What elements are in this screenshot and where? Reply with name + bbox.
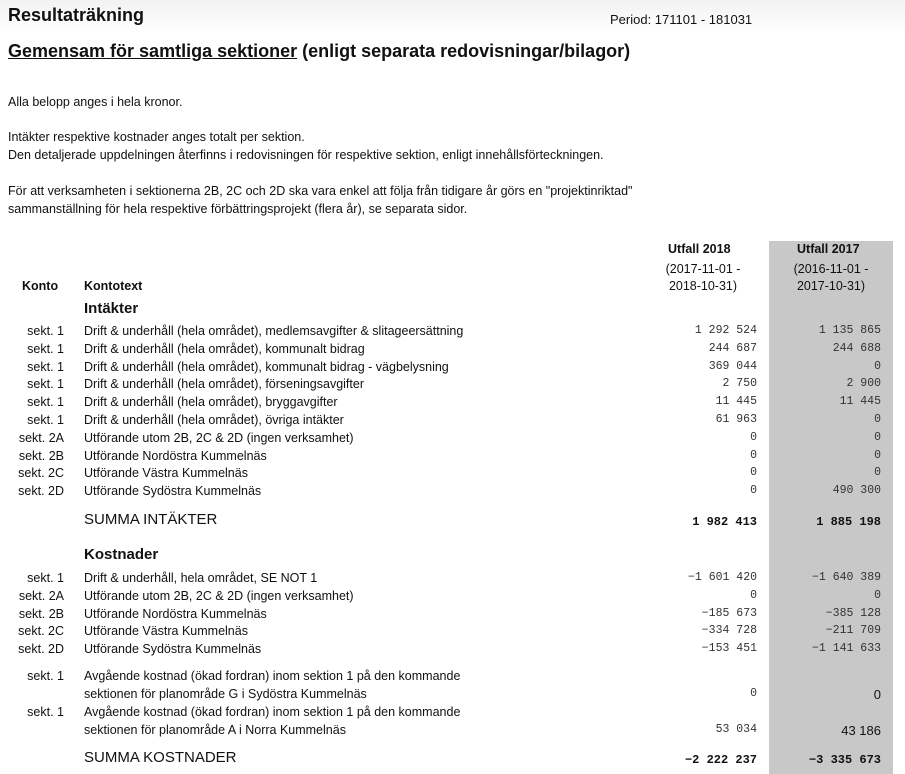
- period-label: Period: 171101 - 181031: [610, 12, 753, 27]
- intakter-konto: sekt. 1: [27, 324, 64, 338]
- summa-kostnader-label: SUMMA KOSTNADER: [84, 749, 237, 766]
- intakter-v2017: 490 300: [832, 484, 881, 498]
- avg-row-1-cont: [0, 687, 905, 704]
- intakter-konto: sekt. 2A: [18, 430, 64, 445]
- kostnader-v2018: −153 451: [701, 642, 757, 656]
- intakter-v2018: 0: [750, 466, 757, 480]
- kostnader-text: Utförande Västra Kummelnäs: [84, 624, 248, 639]
- intakter-v2017: 1 135 865: [818, 324, 881, 337]
- summa-kostnader-2017: −3 335 673: [808, 753, 881, 767]
- col-2017-range2: 2017-10-31): [796, 279, 866, 293]
- kostnader-v2018: 0: [750, 588, 757, 602]
- intakter-row: [0, 395, 905, 412]
- col-2017-range1: (2016-11-01 -: [793, 262, 869, 276]
- intakter-v2017: 2 900: [846, 377, 881, 391]
- intakter-v2018: 61 963: [715, 413, 757, 426]
- kostnader-konto: sekt. 2C: [18, 624, 64, 639]
- intakter-konto: sekt. 1: [27, 395, 64, 410]
- summa-intakter-label: SUMMA INTÄKTER: [84, 511, 218, 528]
- kostnader-heading: Kostnader: [84, 546, 159, 563]
- subtitle-underlined: Gemensam för samtliga sektioner: [8, 41, 298, 61]
- intakter-v2017: 0: [874, 413, 881, 426]
- intakter-konto: sekt. 1: [27, 359, 64, 374]
- intakter-text: Utförande Nordöstra Kummelnäs: [84, 448, 267, 463]
- col-2017-title: Utfall 2017: [797, 242, 860, 256]
- col-2018-range1: (2017-11-01 -: [665, 262, 741, 276]
- kostnader-row: [0, 624, 905, 641]
- kostnader-konto: sekt. 2A: [18, 588, 64, 603]
- intakter-v2018: 0: [750, 484, 757, 498]
- kostnader-v2017: 0: [874, 588, 881, 602]
- intakter-row: [0, 449, 905, 466]
- intakter-v2018: 369 044: [708, 359, 757, 373]
- intakter-konto: sekt. 1: [27, 413, 64, 427]
- intakter-v2018: 2 750: [722, 377, 757, 391]
- intro-paragraph-1: Alla belopp anges i hela kronor.: [8, 95, 183, 109]
- avg-row-1-line1: Avgående kostnad (ökad fordran) inom sektion 1 på den kommande: [84, 669, 461, 683]
- kostnader-konto: sekt. 2D: [18, 642, 64, 657]
- kostnader-row: [0, 571, 905, 588]
- intakter-text: Utförande utom 2B, 2C & 2D (ingen verksamhet): [84, 430, 354, 445]
- kostnader-v2017: −1 141 633: [811, 642, 881, 656]
- intakter-v2018: 1 292 524: [694, 324, 757, 337]
- col-2018-range2: 2018-10-31): [668, 279, 738, 293]
- intakter-v2017: 11 445: [839, 395, 881, 409]
- intakter-text: Utförande Sydöstra Kummelnäs: [84, 484, 262, 499]
- intakter-text: Drift & underhåll (hela området), kommunalt bidrag: [84, 341, 365, 356]
- intakter-heading: Intäkter: [84, 300, 139, 317]
- intakter-v2017: 0: [874, 430, 881, 444]
- intakter-row: [0, 466, 905, 483]
- col-konto-header: Konto: [22, 279, 59, 293]
- kostnader-konto: sekt. 1: [27, 571, 64, 585]
- intro-paragraph-3b: sammanställning för hela respektive förbättringsprojekt (flera år), se separata sidor.: [8, 202, 468, 216]
- avg-row-2-konto: sekt. 1: [27, 705, 64, 719]
- avg-row-2-line1: Avgående kostnad (ökad fordran) inom sektion 1 på den kommande: [84, 705, 461, 719]
- intro-paragraph-3a: För att verksamheten i sektionerna 2B, 2C och 2D ska vara enkel att följa från tidigare år görs en "projektinriktad": [8, 184, 633, 198]
- avg-row-2-2018: 53 034: [715, 723, 757, 736]
- page-title: Resultaträkning: [8, 5, 145, 25]
- kostnader-v2018: −1 601 420: [687, 571, 757, 584]
- kostnader-row: [0, 642, 905, 659]
- intro-paragraph-2b: Den detaljerade uppdelningen återfinns i redovisningen för respektive sektion, enligt innehållsförteckningen.: [8, 148, 604, 162]
- kostnader-row: [0, 589, 905, 606]
- kostnader-v2018: −334 728: [701, 624, 757, 638]
- kostnader-v2017: −211 709: [825, 624, 881, 638]
- intakter-v2017: 0: [874, 466, 881, 480]
- intakter-v2017: 0: [874, 448, 881, 462]
- intro-paragraph-2a: Intäkter respektive kostnader anges totalt per sektion.: [8, 130, 305, 144]
- kostnader-konto: sekt. 2B: [18, 606, 64, 621]
- kostnader-text: Utförande Sydöstra Kummelnäs: [84, 642, 262, 657]
- avg-row-1-2018: 0: [750, 687, 757, 700]
- intakter-v2018: 0: [750, 448, 757, 462]
- col-2018-title: Utfall 2018: [668, 242, 731, 256]
- intakter-row: [0, 484, 905, 501]
- intakter-text: Drift & underhåll (hela området), medlemsavgifter & slitageersättning: [84, 324, 464, 338]
- intakter-text: Drift & underhåll (hela området), övriga intäkter: [84, 413, 344, 427]
- avg-row-2-2017: 43 186: [841, 723, 881, 738]
- avg-row-1-2017: 0: [873, 687, 881, 702]
- kostnader-row: [0, 607, 905, 624]
- kostnader-v2018: −185 673: [701, 606, 757, 620]
- intakter-row: [0, 431, 905, 448]
- subtitle-rest: (enligt separata redovisningar/bilagor): [297, 41, 631, 61]
- avg-row-1-line2: sektionen för planområde G i Sydöstra Kummelnäs: [84, 687, 367, 701]
- intakter-konto: sekt. 1: [27, 341, 64, 356]
- kostnader-text: Utförande Nordöstra Kummelnäs: [84, 606, 267, 621]
- kostnader-v2017: −385 128: [825, 606, 881, 620]
- kostnader-text: Drift & underhåll, hela området, SE NOT 1: [84, 571, 318, 585]
- summa-kostnader-2018: −2 222 237: [684, 753, 757, 767]
- avg-row-2-line2: sektionen för planområde A i Norra Kummelnäs: [84, 723, 346, 737]
- intakter-konto: sekt. 2C: [18, 466, 64, 481]
- intakter-row: [0, 377, 905, 394]
- intakter-row: [0, 342, 905, 359]
- intakter-v2018: 11 445: [715, 395, 757, 409]
- intakter-row: [0, 324, 905, 341]
- intakter-konto: sekt. 2B: [18, 448, 64, 463]
- intakter-konto: sekt. 1: [27, 377, 64, 392]
- page-subtitle: [8, 41, 630, 62]
- kostnader-v2017: −1 640 389: [811, 571, 881, 584]
- summa-intakter-2018: 1 982 413: [692, 515, 757, 529]
- intakter-text: Utförande Västra Kummelnäs: [84, 466, 248, 481]
- intakter-konto: sekt. 2D: [18, 484, 64, 499]
- intakter-v2018: 244 687: [708, 341, 757, 355]
- avg-row-2-cont: [0, 723, 905, 740]
- intakter-v2017: 0: [874, 359, 881, 373]
- intakter-text: Drift & underhåll (hela området), kommunalt bidrag - vägbelysning: [84, 359, 449, 374]
- intakter-row: [0, 360, 905, 377]
- intakter-text: Drift & underhåll (hela området), förseningsavgifter: [84, 377, 364, 392]
- intakter-row: [0, 413, 905, 430]
- avg-row-1-konto: sekt. 1: [27, 669, 64, 683]
- col-kontotext-header: Kontotext: [84, 279, 143, 293]
- summa-intakter-2017: 1 885 198: [816, 515, 881, 529]
- intakter-v2018: 0: [750, 430, 757, 444]
- avg-row-2: [0, 705, 905, 722]
- intakter-v2017: 244 688: [832, 341, 881, 355]
- avg-row-1: [0, 669, 905, 686]
- intakter-text: Drift & underhåll (hela området), bryggavgifter: [84, 395, 338, 410]
- kostnader-text: Utförande utom 2B, 2C & 2D (ingen verksamhet): [84, 588, 354, 603]
